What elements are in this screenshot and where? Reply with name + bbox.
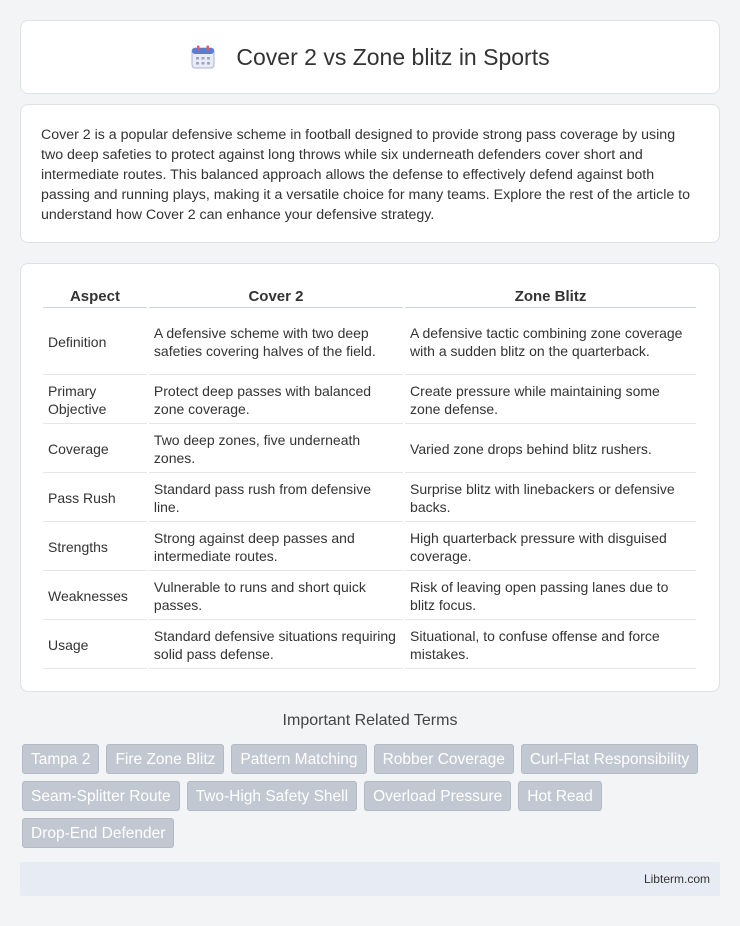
header-card bbox=[20, 20, 720, 94]
cell-cover2: Standard pass rush from defensive line. bbox=[149, 475, 403, 522]
tag-pattern-matching[interactable]: Pattern Matching bbox=[231, 744, 366, 774]
tag-two-high-safety-shell[interactable]: Two-High Safety Shell bbox=[187, 781, 358, 811]
tag-curl-flat-responsibility[interactable]: Curl-Flat Responsibility bbox=[521, 744, 698, 774]
tag-hot-read[interactable]: Hot Read bbox=[518, 781, 601, 811]
comparison-card bbox=[20, 263, 720, 692]
cell-aspect: Weaknesses bbox=[43, 573, 147, 620]
table-row bbox=[43, 475, 696, 522]
cell-cover2: Standard defensive situations requiring solid pass defense. bbox=[149, 622, 403, 669]
tag-drop-end-defender[interactable]: Drop-End Defender bbox=[22, 818, 174, 848]
table-row bbox=[43, 573, 696, 620]
cell-zoneblitz: High quarterback pressure with disguised coverage. bbox=[405, 524, 696, 571]
cell-aspect: Coverage bbox=[43, 426, 147, 473]
table-row bbox=[43, 377, 696, 424]
table-row bbox=[43, 426, 696, 473]
cell-zoneblitz: Situational, to confuse offense and force mistakes. bbox=[405, 622, 696, 669]
cell-zoneblitz: A defensive tactic combining zone coverage with a sudden blitz on the quarterback. bbox=[405, 310, 696, 375]
tag-overload-pressure[interactable]: Overload Pressure bbox=[364, 781, 511, 811]
related-terms-tags bbox=[22, 744, 722, 848]
related-terms-title: Important Related Terms bbox=[282, 712, 458, 729]
intro-paragraph: Cover 2 is a popular defensive scheme in football designed to provide strong pass coverage by using two deep safeties to protect against long throws while six underneath defenders cover short and intermediate routes. This balanced approach allows the defense to effectively defend against both passing and running plays, making it a versatile choice for many teams. Explore the rest of the article to understand how Cover 2 can enhance your defensive strategy. bbox=[41, 127, 691, 223]
tag-seam-splitter-route[interactable]: Seam-Splitter Route bbox=[22, 781, 180, 811]
cell-zoneblitz: Surprise blitz with linebackers or defensive backs. bbox=[405, 475, 696, 522]
cell-zoneblitz: Varied zone drops behind blitz rushers. bbox=[405, 426, 696, 473]
cell-aspect: Pass Rush bbox=[43, 475, 147, 522]
cell-cover2: Protect deep passes with balanced zone coverage. bbox=[149, 377, 403, 424]
table-row bbox=[43, 310, 696, 375]
cell-cover2: A defensive scheme with two deep safeties covering halves of the field. bbox=[149, 310, 403, 375]
title-wrap bbox=[190, 44, 549, 71]
cell-aspect: Usage bbox=[43, 622, 147, 669]
page-title: Cover 2 vs Zone blitz in Sports bbox=[236, 43, 550, 70]
header-aspect: Aspect bbox=[43, 286, 147, 308]
footer-site-link[interactable]: Libterm.com bbox=[643, 872, 710, 886]
cell-zoneblitz: Create pressure while maintaining some zone defense. bbox=[405, 377, 696, 424]
cell-cover2: Two deep zones, five underneath zones. bbox=[149, 426, 403, 473]
tag-robber-coverage[interactable]: Robber Coverage bbox=[374, 744, 514, 774]
tag-tampa-2[interactable]: Tampa 2 bbox=[22, 744, 99, 774]
cell-aspect: Primary Objective bbox=[43, 377, 147, 424]
tag-fire-zone-blitz[interactable]: Fire Zone Blitz bbox=[106, 744, 224, 774]
comparison-table bbox=[41, 284, 698, 671]
table-header-row bbox=[43, 286, 696, 308]
cell-cover2: Strong against deep passes and intermediate routes. bbox=[149, 524, 403, 571]
intro-card bbox=[20, 104, 720, 243]
cell-cover2: Vulnerable to runs and short quick passes. bbox=[149, 573, 403, 620]
cell-aspect: Strengths bbox=[43, 524, 147, 571]
header-cover2: Cover 2 bbox=[149, 286, 403, 308]
cell-zoneblitz: Risk of leaving open passing lanes due to blitz focus. bbox=[405, 573, 696, 620]
calendar-icon bbox=[190, 44, 216, 70]
cell-aspect: Definition bbox=[43, 310, 147, 375]
table-row bbox=[43, 622, 696, 669]
header-zoneblitz: Zone Blitz bbox=[405, 286, 696, 308]
footer bbox=[20, 862, 720, 896]
table-row bbox=[43, 524, 696, 571]
